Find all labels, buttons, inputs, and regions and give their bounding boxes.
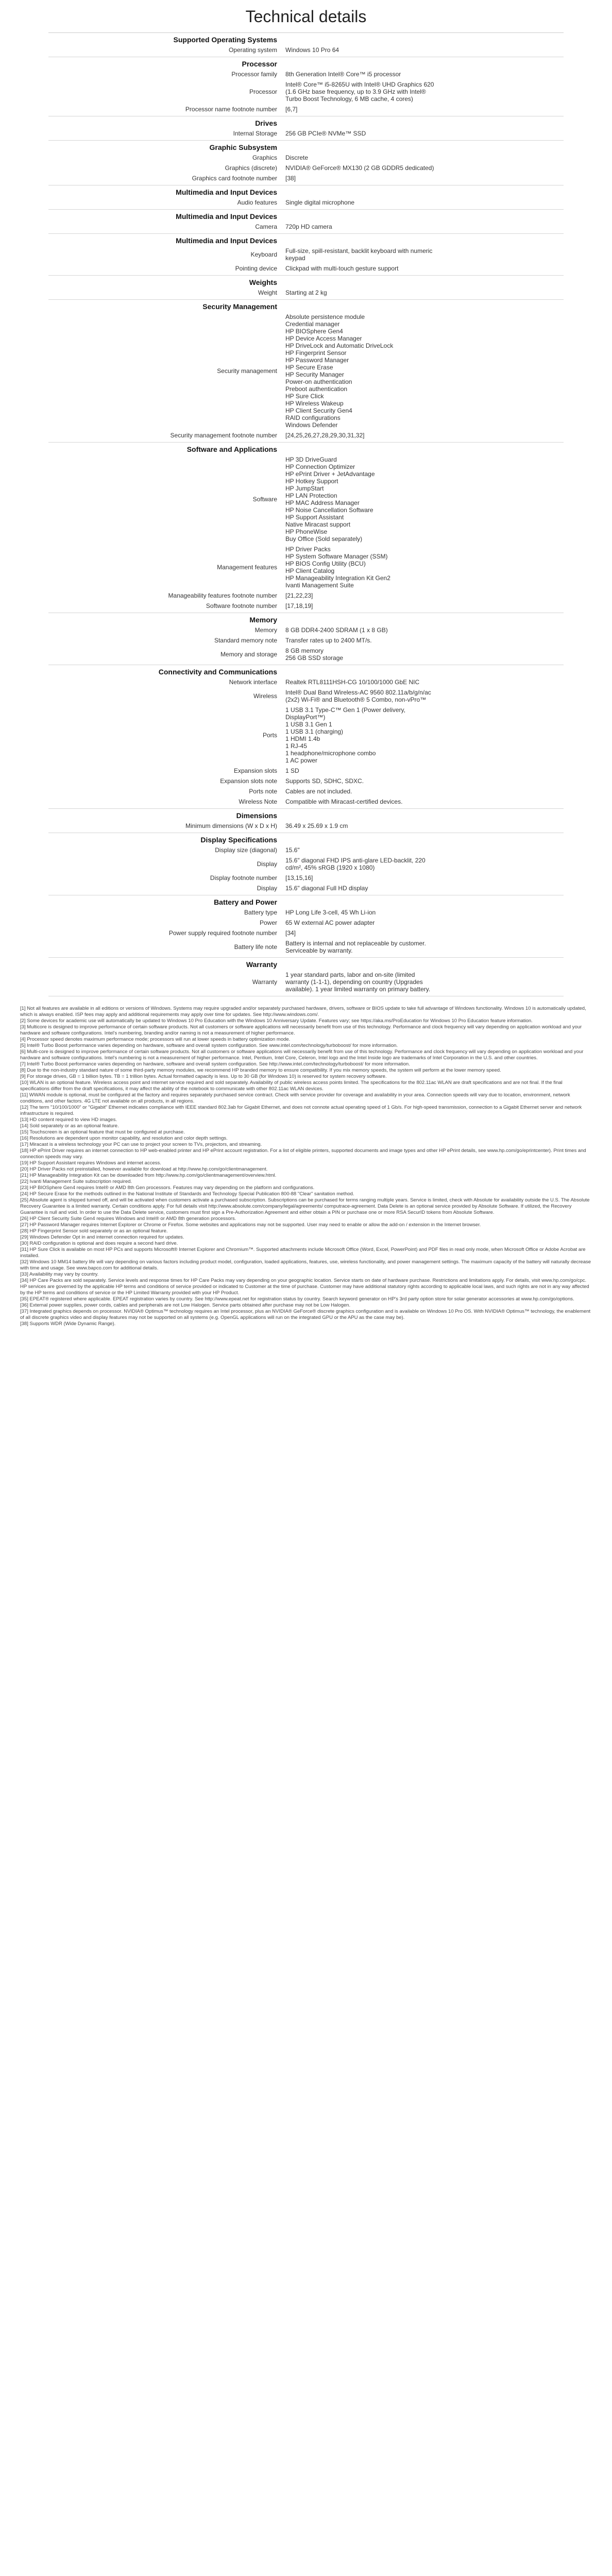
footnote: [18] HP ePrint Driver requires an internet connection to HP web-enabled printer and HP ePrint account registration. For a list of eligible printers, supported documents and image types and other HP ePrint details, see www.hp.com/go/eprintcenter). Print times and connection speeds may vary. [20, 1148, 586, 1160]
spec-value [285, 919, 440, 926]
spec-value-line: Single digital microphone [285, 199, 355, 206]
spec-value-line: [38] [285, 175, 296, 182]
spec-value-line: Cables are not included. [285, 788, 352, 795]
page-title: Technical details [245, 7, 367, 26]
spec-value-line: Power-on authentication [285, 378, 352, 385]
spec-label: Security management [217, 367, 277, 375]
footnote: [36] External power supplies, power cords, cables and peripherals are not Low Halogen. Service parts obtained after purchase may not be Low Halogen. [20, 1302, 351, 1308]
spec-value-line: 256 GB PCIe® NVMe™ SSD [285, 130, 366, 137]
spec-label: Power [259, 919, 277, 926]
spec-section [48, 210, 564, 234]
spec-label: Operating system [228, 46, 277, 54]
spec-value [285, 857, 440, 871]
footnote: [4] Processor speed denotes maximum performance mode; processors will run at lower speeds in battery optimization mode. [20, 1037, 291, 1042]
footnote: [26] HP Client Security Suite Gen4 requires Windows and Intel® or AMD 8th generation processors. [20, 1216, 236, 1222]
footnote: [32] Windows 10 MM14 battery life will vary depending on various factors including product model, configuration, loaded applications, features, use, wireless functionality, and power management settings. The maximum capacity of the battery will naturally decrease with time and usage. See www.bapco.com for additional details. [20, 1259, 591, 1271]
footnote: [33] Availability may vary by country. [20, 1272, 99, 1277]
spec-section [48, 613, 564, 665]
footnote: [28] HP Fingerprint Sensor sold separately or as an optional feature. [20, 1228, 168, 1234]
spec-value [285, 706, 440, 764]
spec-label: Management features [217, 564, 277, 571]
spec-value-line: 8th Generation Intel® Core™ i5 processor [285, 71, 401, 78]
section-title: Multimedia and Input Devices [176, 188, 277, 196]
spec-row [48, 819, 564, 829]
spec-value [285, 788, 440, 795]
spec-section [48, 809, 564, 833]
spec-value-line: Clickpad with multi-touch gesture support [285, 265, 399, 272]
spec-value-line: HP MAC Address Manager [285, 499, 360, 506]
spec-value [285, 223, 440, 230]
spec-value-line: HP DriveLock and Automatic DriveLock [285, 342, 394, 349]
spec-label: Battery type [244, 909, 277, 916]
spec-section [48, 958, 564, 996]
spec-value [285, 164, 440, 172]
section-title: Drives [255, 119, 277, 127]
spec-row [48, 262, 564, 272]
spec-value-line: HP Connection Optimizer [285, 463, 355, 470]
section-title: Multimedia and Input Devices [176, 212, 277, 221]
spec-value-line: HP Secure Erase [285, 364, 333, 371]
spec-value-line: HP Wireless Wakeup [285, 400, 344, 407]
spec-value [285, 798, 440, 805]
specs-table [48, 32, 564, 996]
spec-label: Display [257, 860, 277, 868]
spec-label: Graphics card footnote number [192, 175, 277, 182]
spec-value-line: HP Security Manager [285, 371, 344, 378]
spec-value-line: 15.6" [285, 846, 300, 854]
spec-value-line: [21,22,23] [285, 592, 313, 599]
footnote: [21] HP Manageability Integration Kit can be downloaded from http://www.hp.com/go/clientmanagement/overview.html. [20, 1173, 277, 1178]
spec-value-line: HP BIOS Config Utility (BCU) [285, 560, 366, 567]
footnote: [17] Miracast is a wireless technology your PC can use to project your screen to TVs, projectors, and streaming. [20, 1142, 262, 1147]
spec-value [285, 265, 440, 272]
spec-row [48, 161, 564, 172]
spec-value-line: Preboot authentication [285, 385, 348, 393]
footnote: [10] WLAN is an optional feature. Wireless access point and internet service required and sold separately. Availability of public wireless access points limited. The specifications for the 802.11ac WLAN are draft specifications and are not final. If the final specifications differ from the draft specifications, it may affect the ability of the notebook to communicate with other 802.11ac WLAN devices. [20, 1080, 563, 1092]
spec-value-line: [6,7] [285, 106, 298, 113]
spec-value-line: Supports SD, SDHC, SDXC. [285, 777, 364, 785]
spec-label: Software footnote number [206, 602, 277, 609]
spec-value-line: 1 USB 3.1 Gen 1 [285, 721, 332, 728]
spec-row [48, 774, 564, 785]
spec-value [285, 289, 440, 296]
spec-value-line: 1 year standard parts, labor and on-site (limited warranty (1-1-1), depending on country (Upgrades available). 1 year limited warranty on primary battery. [285, 971, 431, 993]
spec-value-line: HP BIOSphere Gen4 [285, 328, 343, 335]
spec-value-line: 36.49 x 25.69 x 1.9 cm [285, 822, 348, 829]
spec-value-line: HP JumpStart [285, 485, 324, 492]
spec-section [48, 276, 564, 300]
spec-value [285, 874, 440, 882]
spec-value [285, 602, 440, 609]
spec-value-line: 1 RJ-45 [285, 742, 308, 750]
spec-value-line: HP LAN Protection [285, 492, 337, 499]
spec-value-line: Full-size, spill-resistant, backlit keyboard with numeric keypad [285, 247, 433, 262]
footnote: [12] The term "10/100/1000" or "Gigabit" Ethernet indicates compliance with IEEE standard 802.3ab for Gigabit Ethernet, and does not connote actual operating speed of 1 Gb/s. For high-speed transmission, connection to a Gigabit Ethernet server and network infrastructure is required. [20, 1105, 582, 1116]
section-header [48, 144, 564, 151]
spec-value-line: 720p HD camera [285, 223, 332, 230]
section-title: Graphic Subsystem [209, 143, 277, 151]
spec-value-line: Starting at 2 kg [285, 289, 327, 296]
spec-value [285, 313, 440, 429]
spec-value-line: 1 AC power [285, 757, 318, 764]
spec-row [48, 599, 564, 609]
spec-label: Display [257, 885, 277, 892]
spec-value [285, 971, 440, 993]
spec-value [285, 81, 440, 103]
spec-row [48, 172, 564, 182]
spec-value [285, 546, 440, 589]
section-title: Processor [242, 60, 277, 68]
spec-row [48, 103, 564, 113]
spec-row [48, 686, 564, 703]
spec-label: Wireless [253, 692, 277, 700]
footnote: [3] Multicore is designed to improve performance of certain software products. Not all customers or software applications will necessarily benefit from use of this technology. Performance and clock frequency will vary depending on application workload and your hardware and software configurations. Intel's numbering, branding and/or naming is not a measurement of higher performance. [20, 1024, 582, 1036]
spec-value-line: Windows 10 Pro 64 [285, 46, 339, 54]
spec-row [48, 916, 564, 926]
spec-row [48, 906, 564, 916]
spec-row [48, 703, 564, 764]
footnotes [20, 1006, 592, 1327]
spec-value-line: [17,18,19] [285, 602, 313, 609]
spec-row [48, 43, 564, 54]
spec-row [48, 854, 564, 871]
footnote: [31] HP Sure Click is available on most HP PCs and supports Microsoft® Internet Explorer and Chromium™. Supported attachments include Microsoft Office (Word, Excel, PowerPoint) and PDF files in read only mode, when Microsoft Office or Adobe Acrobat are installed. [20, 1247, 586, 1259]
section-title: Multimedia and Input Devices [176, 236, 277, 245]
spec-value-line: 15.6" diagonal FHD IPS anti-glare LED-backlit, 220 cd/m², 45% sRGB (1920 x 1080) [285, 857, 426, 871]
footnote: [23] HP BIOSphere Gen4 requires Intel® or AMD 8th Gen processors. Features may vary depending on the platform and configurations. [20, 1185, 315, 1191]
spec-label: Display size (diagonal) [215, 846, 277, 854]
spec-section [48, 895, 564, 958]
footnote: [25] Absolute agent is shipped turned off, and will be activated when customers activate a purchased subscription. Subscriptions can be purchased for terms ranging multiple years. Service is limited, check with Absolute for availability outside the U.S. The Absolute Recovery Guarantee is a limited warranty. Certain conditions apply. For full details visit http://www.absolute.com/company/legal/agreements/ computrace-agreement. Data Delete is an optional service provided by Absolute Software. If utilized, the Recovery Guarantee is null and void. In order to use the Data Delete service, customers must first sign a Pre-Authorization Agreement and either obtain a PIN or purchase one or more RSA SecurID tokens from Absolute Software. [20, 1197, 590, 1215]
spec-value-line: [24,25,26,27,28,29,30,31,32] [285, 432, 365, 439]
spec-label: Manageability features footnote number [168, 592, 277, 599]
spec-row [48, 843, 564, 854]
spec-label: Pointing device [235, 265, 277, 272]
spec-row [48, 968, 564, 993]
spec-value [285, 767, 440, 774]
spec-label: Memory and storage [220, 651, 277, 658]
spec-label: Expansion slots [233, 767, 277, 774]
spec-value-line: 8 GB DDR4-2400 SDRAM (1 x 8 GB) [285, 626, 388, 634]
section-header [48, 279, 564, 286]
section-header [48, 899, 564, 906]
spec-value [285, 822, 440, 829]
footnote: [34] HP Care Packs are sold separately. Service levels and response times for HP Care Packs may vary depending on your geographic location. Service starts on date of hardware purchase. Restrictions and limitations apply. For details, visit www.hp.com/go/cpc. HP services are governed by the applicable HP terms and conditions of service provided or indicated to Customer at the time of purchase. Customer may have additional statutory rights according to applicable local laws, and such rights are not in any way affected by the HP terms and conditions of service or the HP Limited Warranty provided with your HP Product. [20, 1278, 589, 1296]
spec-value [285, 154, 440, 161]
footnote: [35] EPEAT® registered where applicable. EPEAT registration varies by country. See http://www.epeat.net for registration status by country. Search keyword generator on HP's 3rd party option store for solar generator accessories at www.hp.com/go/options. [20, 1296, 574, 1302]
spec-section [48, 57, 564, 116]
spec-section [48, 141, 564, 185]
footnote: [37] Integrated graphics depends on processor. NVIDIA® Optimus™ technology requires an Intel processor, plus an NVIDIA® GeForce® discrete graphics configuration and is available on Windows 10 Pro OS. With NVIDIA® Optimus™ technology, the enablement of all discrete graphics video and display features may not be supported on all systems (e.g. OpenGL applications will run on the integrated GPU or the APU as the case may be). [20, 1309, 591, 1320]
footnote: [5] Intel® Turbo Boost performance varies depending on hardware, software and overall system configuration. See www.intel.com/technology/turboboost/ for more information. [20, 1043, 398, 1048]
spec-value [285, 909, 440, 916]
spec-section [48, 833, 564, 895]
spec-value-line: HP Long Life 3-cell, 45 Wh Li-ion [285, 909, 376, 916]
section-header [48, 668, 564, 675]
spec-value-line: HP Hotkey Support [285, 478, 338, 485]
spec-value-line: 8 GB memory [285, 647, 324, 654]
spec-label: Keyboard [250, 251, 277, 258]
section-header [48, 961, 564, 968]
footnote: [13] HD content required to view HD images. [20, 1117, 117, 1123]
spec-value [285, 199, 440, 206]
spec-value [285, 432, 440, 439]
spec-row [48, 78, 564, 103]
spec-label: Processor family [231, 71, 277, 78]
spec-row [48, 937, 564, 954]
spec-label: Warranty [252, 978, 277, 986]
spec-row [48, 453, 564, 543]
spec-value-line: HP Fingerprint Sensor [285, 349, 347, 357]
spec-row [48, 589, 564, 599]
spec-value-line: 256 GB SSD storage [285, 654, 344, 662]
spec-value-line: [34] [285, 929, 296, 937]
spec-value [285, 647, 440, 662]
section-title: Warranty [246, 960, 277, 969]
spec-value-line: Discrete [285, 154, 309, 161]
spec-row [48, 623, 564, 634]
spec-label: Memory [254, 626, 277, 634]
spec-value-line: NVIDIA® GeForce® MX130 (2 GB GDDR5 dedicated) [285, 164, 434, 172]
section-title: Memory [249, 616, 277, 624]
footnote: [1] Not all features are available in all editions or versions of Windows. Systems may require upgraded and/or separately purchased hardware, drivers, software or BIOS update to take full advantage of Windows functionality. Windows 10 is automatically updated, which is always enabled. ISP fees may apply and additional requirements may apply over time for updates. See http://www.windows.com/. [20, 1006, 586, 1018]
spec-value-line: Credential manager [285, 320, 340, 328]
footnote: [8] Due to the non-industry standard nature of some third-party memory modules, we recommend HP branded memory to ensure compatibility. If you mix memory speeds, the system will perform at the lower memory speed. [20, 1067, 501, 1073]
spec-row [48, 675, 564, 686]
spec-section [48, 185, 564, 210]
spec-section [48, 665, 564, 809]
spec-value [285, 637, 440, 644]
spec-label: Security management footnote number [170, 432, 277, 439]
spec-label: Power supply required footnote number [168, 929, 277, 937]
spec-value-line: 65 W external AC power adapter [285, 919, 375, 926]
spec-value-line: HP Driver Packs [285, 546, 331, 553]
section-header [48, 812, 564, 819]
footnote: [7] Intel® Turbo Boost performance varies depending on hardware, software and overall system configuration. See http://www.intel.com/technology/turboboost/ for more information. [20, 1061, 410, 1067]
footnote: [38] Supports WDR (Wide Dynamic Range). [20, 1321, 116, 1327]
footnote: [29] Windows Defender Opt in and internet connection required for updates. [20, 1234, 184, 1240]
spec-value-line: HP Support Assistant [285, 514, 344, 521]
section-header [48, 213, 564, 220]
section-header [48, 120, 564, 127]
spec-value-line: HP 3D DriveGuard [285, 456, 337, 463]
spec-label: Internal Storage [233, 130, 277, 137]
footnote: [9] For storage drives, GB = 1 billion bytes. TB = 1 trillion bytes. Actual formatted capacity is less. Up to 30 GB (for Windows 10) is reserved for system recovery software. [20, 1074, 387, 1079]
spec-value [285, 175, 440, 182]
spec-value [285, 106, 440, 113]
spec-row [48, 785, 564, 795]
spec-row [48, 244, 564, 262]
spec-value [285, 777, 440, 785]
spec-value-line: Intel® Dual Band Wireless-AC 9560 802.11a/b/g/n/ac (2x2) Wi-Fi® and Bluetooth® 5 Combo, non-vPro™ [285, 689, 431, 703]
spec-value-line: [13,15,16] [285, 874, 313, 882]
spec-label: Weight [258, 289, 277, 296]
footnote: [11] WWAN module is optional, must be configured at the factory and requires separately purchased service contract. Check with service provider for coverage and availability in your area. Connection speeds will vary due to location, environment, network conditions, and other factors. 4G LTE not available on all products, in all regions. [20, 1092, 570, 1104]
footnote: [24] HP Secure Erase for the methods outlined in the National Institute of Standards and Technology Special Publication 800-88 "Clear" sanitation method. [20, 1191, 354, 1197]
section-header [48, 303, 564, 310]
section-title: Battery and Power [214, 898, 277, 906]
spec-value-line: RAID configurations [285, 414, 341, 421]
spec-section [48, 300, 564, 443]
spec-value [285, 846, 440, 854]
spec-value [285, 71, 440, 78]
spec-row [48, 286, 564, 296]
section-title: Software and Applications [186, 445, 277, 453]
spec-value-line: HP Client Security Gen4 [285, 407, 352, 414]
spec-label: Display footnote number [210, 874, 277, 882]
spec-value-line: HP Password Manager [285, 357, 349, 364]
section-header [48, 189, 564, 196]
spec-row [48, 220, 564, 230]
spec-value-line: Intel® Core™ i5-8265U with Intel® UHD Graphics 620 (1.6 GHz base frequency, up to 3.9 GHz with Intel® Turbo Boost Technology, 6 MB cache, 4 cores) [285, 81, 434, 103]
spec-row [48, 764, 564, 774]
spec-value-line: 1 SD [285, 767, 299, 774]
spec-label: Software [252, 496, 277, 503]
spec-value [285, 940, 440, 954]
spec-value-line: HP Sure Click [285, 393, 324, 400]
spec-value-line: Battery is internal and not replaceable by customer. Serviceable by warranty. [285, 940, 426, 954]
spec-value-line: Transfer rates up to 2400 MT/s. [285, 637, 372, 644]
spec-row [48, 926, 564, 937]
section-header [48, 836, 564, 843]
spec-label: Wireless Note [239, 798, 277, 805]
spec-value-line: 1 USB 3.1 Type-C™ Gen 1 (Power delivery, DisplayPort™) [285, 706, 405, 721]
spec-value-line: HP PhoneWise [285, 528, 328, 535]
spec-label: Processor [249, 88, 277, 95]
spec-value [285, 592, 440, 599]
spec-label: Graphics (discrete) [225, 164, 277, 172]
spec-value-line: Windows Defender [285, 421, 338, 429]
section-title: Security Management [202, 302, 277, 311]
spec-value-line: HP System Software Manager (SSM) [285, 553, 388, 560]
footnote: [14] Sold separately or as an optional feature. [20, 1123, 119, 1129]
spec-row [48, 871, 564, 882]
spec-row [48, 127, 564, 137]
spec-row [48, 882, 564, 892]
spec-value [285, 456, 440, 543]
spec-value-line: Buy Office (Sold separately) [285, 535, 363, 543]
spec-section [48, 234, 564, 276]
spec-section [48, 443, 564, 613]
spec-row [48, 429, 564, 439]
spec-value-line: HP Manageability Integration Kit Gen2 [285, 574, 390, 582]
spec-row [48, 67, 564, 78]
spec-value-line: Ivanti Management Suite [285, 582, 354, 589]
section-title: Dimensions [236, 811, 277, 820]
spec-value [285, 46, 440, 54]
spec-label: Audio features [237, 199, 277, 206]
spec-section [48, 116, 564, 141]
spec-value-line: 15.6" diagonal Full HD display [285, 885, 368, 892]
spec-label: Standard memory note [214, 637, 277, 644]
footnote: [30] RAID configuration is optional and does require a second hard drive. [20, 1241, 178, 1246]
spec-value [285, 626, 440, 634]
spec-value [285, 130, 440, 137]
spec-value-line: Compatible with Miracast-certified devices. [285, 798, 403, 805]
spec-label: Processor name footnote number [185, 106, 277, 113]
section-header [48, 446, 564, 453]
spec-row [48, 634, 564, 644]
spec-row [48, 644, 564, 662]
spec-row [48, 795, 564, 805]
spec-label: Ports [262, 732, 277, 739]
section-header [48, 616, 564, 623]
spec-value-line: HP ePrint Driver + JetAdvantage [285, 470, 375, 478]
spec-label: Expansion slots note [220, 777, 277, 785]
spec-value-line: Realtek RTL8111HSH-CG 10/100/1000 GbE NIC [285, 679, 420, 686]
spec-value [285, 247, 440, 262]
spec-value [285, 885, 440, 892]
spec-label: Camera [255, 223, 277, 230]
footnote: [6] Multi-core is designed to improve performance of certain software products. Not all customers or software applications will necessarily benefit from use of this technology. Performance and clock frequency will vary depending on application workload and your hardware and software configurations. Intel's numbering is not a measurement of higher performance. Intel, Pentium, Intel Core, Celeron, Intel logo and the Intel Inside logo are trademarks of Intel Corporation in the U.S. and other countries. [20, 1049, 584, 1061]
spec-label: Graphics [252, 154, 277, 161]
spec-value-line: 1 USB 3.1 (charging) [285, 728, 344, 735]
section-title: Display Specifications [200, 836, 277, 844]
section-title: Supported Operating Systems [173, 36, 277, 44]
footnote: [15] Touchscreen is an optional feature that must be configured at purchase. [20, 1129, 185, 1135]
section-header [48, 36, 564, 43]
spec-value [285, 929, 440, 937]
footnote: [27] HP Password Manager requires Internet Explorer or Chrome or Firefox. Some websites and applications may not be supported. User may need to enable or allow the add-on / extension in the Internet browser. [20, 1222, 481, 1228]
section-header [48, 60, 564, 67]
spec-value-line: HP Client Catalog [285, 567, 335, 574]
spec-section [48, 33, 564, 57]
spec-label: Network interface [229, 679, 277, 686]
section-header [48, 237, 564, 244]
section-title: Connectivity and Communications [158, 668, 277, 676]
spec-row [48, 196, 564, 206]
spec-value-line: 1 headphone/microphone combo [285, 750, 376, 757]
spec-value-line: HP Device Access Manager [285, 335, 362, 342]
footnote: [19] HP Support Assistant requires Windows and internet access. [20, 1160, 161, 1166]
spec-row [48, 310, 564, 429]
footnote: [2] Some devices for academic use will automatically be updated to Windows 10 Pro Education with the Windows 10 Anniversary Update. Features vary; see https://aka.ms/ProEducation for Windows 10 Pro Education feature information. [20, 1018, 533, 1024]
spec-row [48, 543, 564, 589]
section-title: Weights [249, 278, 277, 286]
spec-row [48, 151, 564, 161]
footnote: [20] HP Driver Packs not preinstalled, however available for download at http://www.hp.com/go/clientmanagement. [20, 1166, 268, 1172]
spec-value [285, 689, 440, 703]
footnote: [16] Resolutions are dependent upon monitor capability, and resolution and color depth settings. [20, 1136, 228, 1141]
footnote: [22] Ivanti Management Suite subscription required. [20, 1179, 132, 1184]
spec-label: Minimum dimensions (W x D x H) [185, 822, 277, 829]
spec-value-line: HP Noise Cancellation Software [285, 506, 373, 514]
spec-value-line: Absolute persistence module [285, 313, 365, 320]
spec-value-line: Native Miracast support [285, 521, 351, 528]
spec-value-line: 1 HDMI 1.4b [285, 735, 320, 742]
spec-label: Battery life note [234, 943, 277, 951]
spec-label: Ports note [249, 788, 277, 795]
spec-value [285, 679, 440, 686]
